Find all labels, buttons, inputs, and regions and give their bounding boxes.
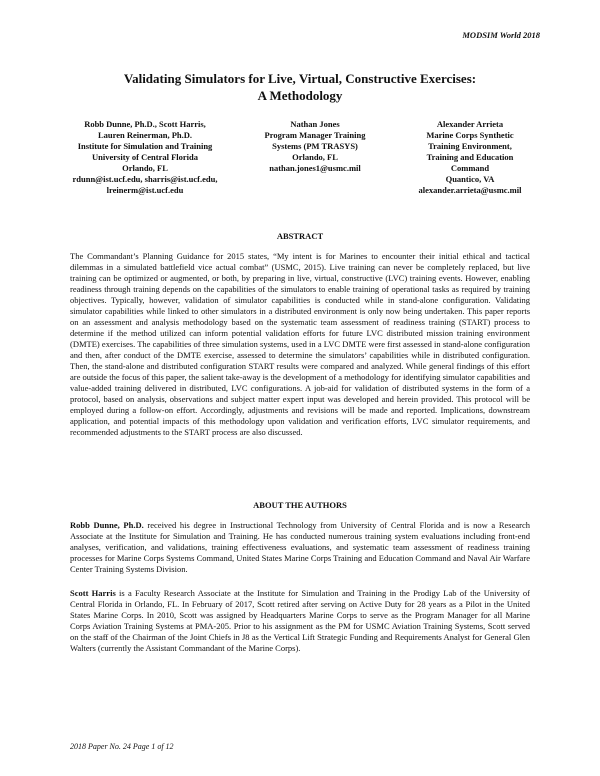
author-line: lreinerm@ist.ucf.edu	[106, 185, 184, 195]
author-line: Alexander Arrieta	[436, 119, 504, 129]
author-line: Nathan Jones	[290, 119, 340, 129]
author-line: Quantico, VA	[445, 174, 495, 184]
author-line: Command	[450, 163, 490, 173]
author-group-2	[245, 119, 385, 196]
title-line-2: A Methodology	[257, 88, 343, 103]
author-line: Institute for Simulation and Training	[77, 141, 213, 151]
author-line: Training Environment,	[428, 141, 512, 151]
running-header: MODSIM World 2018	[462, 30, 540, 40]
author-line: Training and Education	[426, 152, 514, 162]
author-group-3	[400, 119, 540, 196]
bio-paragraph-2	[70, 588, 530, 654]
author-line: University of Central Florida	[92, 152, 198, 162]
bio-text: received his degree in Instructional Technology from University of Central Florida and is now a Research Associate at the Institute for Simulation and Training. He has conducted numerous training system evaluations including front-end analyses, verification, and validations, training effectiveness evaluations, and systematic team assessment of readiness training processes for Marine Corps Systems Command, United States Marine Corps Training and Education Command and Naval Air Warfare Center Training Systems Division.	[70, 520, 530, 574]
author-block	[60, 119, 540, 196]
title-line-1: Validating Simulators for Live, Virtual, Constructive Exercises:	[123, 71, 477, 86]
abstract-text: The Commandant’s Planning Guidance for 2015 states, “My intent is for Marines to encounter their initial ethical and tactical dilemmas in a simulated battlefield vice actual combat” (USMC, 2015). Live training can never be completely replaced, but live training can be optimized or augmented, or both, by preparing in live, virtual, constructive (LVC) training events. However, enabling readiness through training depends on the capabilities of the simulators to enable training of operational tasks as required by training objectives. Typically, however, validation of simulator capabilities is conducted while in stand-alone configuration. Validating simulator capabilities while linked to other simulators in a distributed environment is only now being undertaken. This paper reports on an assessment and analysis methodology based on the systematic team assessment of readiness training (START) process to determine if the method utilized can inform potential validation efforts for future LVC distributed mission training environment (DMTE) exercises. The capabilities of three simulation systems, used in a LVC DMTE were first assessed in stand-alone configuration and then, after conduct of the DMTE exercise, assessed to determine the simulators’ capabilities while in distributed configuration. Then, the stand-alone and distributed configuration START results were compared and analyzed. While general findings of this effort are outside the focus of this paper, the salient take-away is the development of a methodology for identifying simulator capabilities and value-added training delivered in distributed, LVC configurations. A job-aid for validation of distributed systems in the form of a protocol, based on analysis, observations and subject matter expert input was developed and herein provided. This protocol will be employed during a follow-on effort. Accordingly, adjustments and revisions will be made and reported. Implications, downstream application, and potential impacts of this methodology upon validation and verification efforts, LVC simulator requirements, and recommended adjustments to the START process are also discussed.	[70, 251, 530, 437]
author-line: Robb Dunne, Ph.D., Scott Harris,	[84, 119, 206, 129]
bio-text: is a Faculty Research Associate at the Institute for Simulation and Training in the Prodigy Lab of the University of Central Florida in Orlando, FL. In February of 2017, Scott retired after serving on Active Duty for 28 years as a Pilot in the United States Marine Corps. In 2010, Scott was assigned by Headquarters Marine Corps to serve as the Program Manager for all Marine Corps Aviation Training Systems at PMA-205. Prior to his assignment as the PM for USMC Aviation Training Systems, Scott served on the staff of the Chairman of the Joint Chiefs in J8 as the Vertical Lift Strategic Funding and Requirements Analyst for General Glen Walters (currently the Assistant Commandant of the Marine Corps).	[70, 588, 530, 653]
author-line: nathan.jones1@usmc.mil	[269, 163, 361, 173]
author-line: rdunn@ist.ucf.edu, sharris@ist.ucf.edu,	[72, 174, 218, 184]
bio-paragraph-1	[70, 520, 530, 575]
author-line: Lauren Reinerman, Ph.D.	[97, 130, 193, 140]
author-line: Orlando, FL	[292, 152, 338, 162]
author-line: Orlando, FL	[122, 163, 168, 173]
author-group-1	[60, 119, 230, 196]
bio-name: Scott Harris	[70, 588, 116, 598]
author-line: alexander.arrieta@usmc.mil	[418, 185, 522, 195]
bio-name: Robb Dunne, Ph.D.	[70, 520, 144, 530]
author-line: Systems (PM TRASYS)	[272, 141, 358, 151]
page-footer: 2018 Paper No. 24 Page 1 of 12	[70, 742, 174, 751]
author-line: Marine Corps Synthetic	[426, 130, 514, 140]
paper-title	[60, 70, 540, 104]
abstract-heading: ABSTRACT	[276, 231, 324, 241]
about-authors-heading: ABOUT THE AUTHORS	[253, 500, 347, 510]
author-line: Program Manager Training	[264, 130, 366, 140]
